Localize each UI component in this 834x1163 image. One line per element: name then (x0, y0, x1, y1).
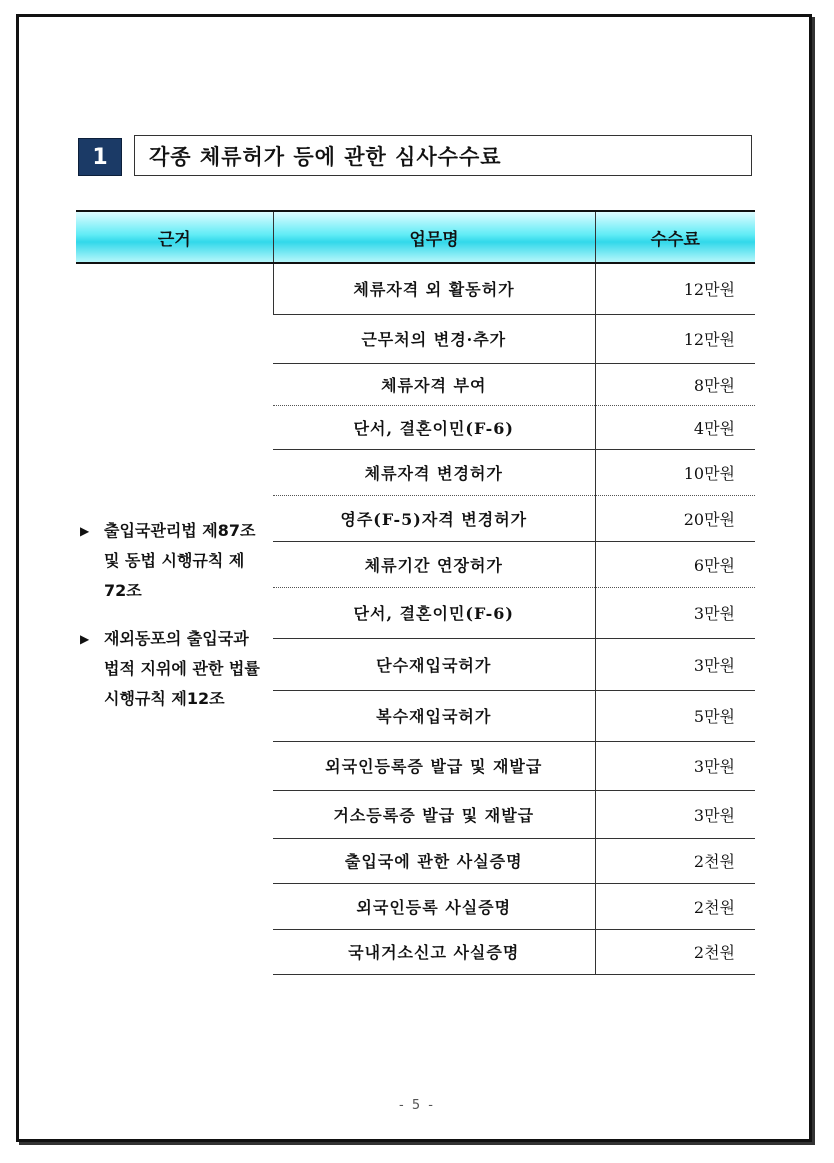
task-name: 근무처의 변경·추가 (273, 314, 595, 363)
fee-value: 5만원 (595, 690, 755, 741)
table-header-row (76, 211, 755, 263)
fee-value: 2천원 (595, 883, 755, 929)
basis-cell (76, 263, 273, 974)
fee-value: 3만원 (595, 638, 755, 690)
fee-value: 3만원 (595, 741, 755, 790)
fee-value: 4만원 (595, 405, 755, 449)
basis-text: 재외동포의 출입국과 법적 지위에 관한 법률 시행규칙 제12조 (104, 629, 260, 708)
fee-value: 12만원 (595, 263, 755, 314)
fee-value: 3만원 (595, 790, 755, 838)
task-name: 체류기간 연장허가 (273, 541, 595, 587)
fee-value: 10만원 (595, 449, 755, 495)
task-name: 단서, 결혼이민(F-6) (273, 587, 595, 638)
fee-value: 2천원 (595, 929, 755, 974)
fee-value: 12만원 (595, 314, 755, 363)
triangle-bullet-icon: ▶ (80, 632, 90, 646)
fee-value: 6만원 (595, 541, 755, 587)
task-name: 체류자격 부여 (273, 363, 595, 405)
fee-table (76, 210, 755, 975)
task-name: 단수재입국허가 (273, 638, 595, 690)
task-name: 출입국에 관한 사실증명 (273, 838, 595, 883)
table-row (76, 263, 755, 314)
header-basis: 근거 (76, 211, 273, 263)
basis-item (80, 516, 267, 606)
fee-value: 3만원 (595, 587, 755, 638)
task-name: 외국인등록증 발급 및 재발급 (273, 741, 595, 790)
section-number: 1 (78, 138, 122, 176)
basis-item (80, 624, 267, 714)
page-number: - 5 - (399, 1098, 435, 1113)
header-fee: 수수료 (595, 211, 755, 263)
task-name: 영주(F-5)자격 변경허가 (273, 495, 595, 541)
basis-text: 출입국관리법 제87조 및 동법 시행규칙 제72조 (104, 521, 256, 600)
task-name: 복수재입국허가 (273, 690, 595, 741)
header-task: 업무명 (273, 211, 595, 263)
task-name: 단서, 결혼이민(F-6) (273, 405, 595, 449)
task-name: 체류자격 변경허가 (273, 449, 595, 495)
fee-value: 20만원 (595, 495, 755, 541)
section-title: 각종 체류허가 등에 관한 심사수수료 (134, 135, 752, 176)
task-name: 체류자격 외 활동허가 (273, 263, 595, 314)
task-name: 거소등록증 발급 및 재발급 (273, 790, 595, 838)
fee-value: 2천원 (595, 838, 755, 883)
task-name: 국내거소신고 사실증명 (273, 929, 595, 974)
fee-value: 8만원 (595, 363, 755, 405)
triangle-bullet-icon: ▶ (80, 524, 90, 538)
task-name: 외국인등록 사실증명 (273, 883, 595, 929)
